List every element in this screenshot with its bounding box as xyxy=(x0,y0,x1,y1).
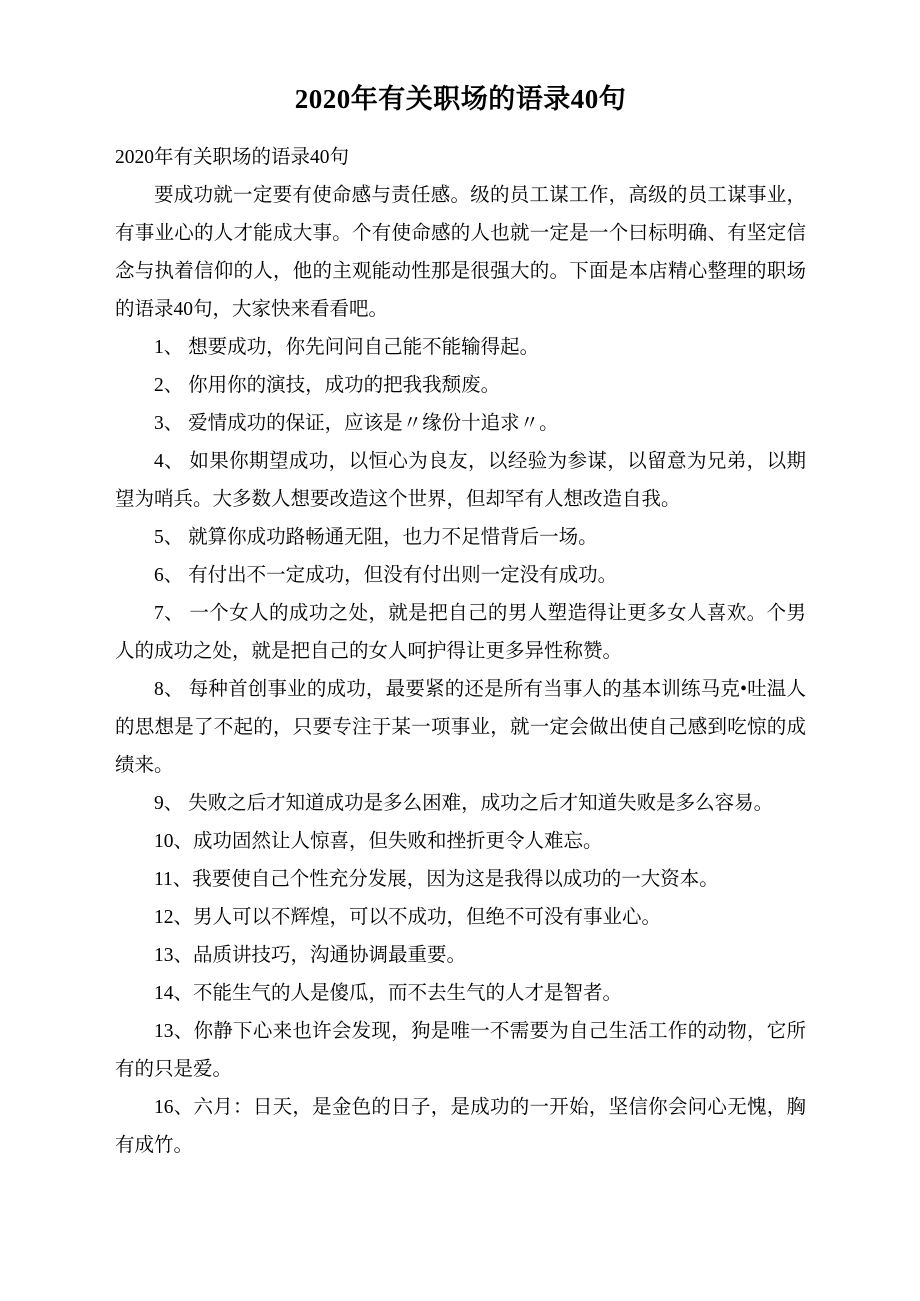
quote-item: 1、 想要成功，你先问问自己能不能输得起。 xyxy=(154,337,540,358)
quote-item: 14、不能生气的人是傻瓜，而不去生气的人才是智者。 xyxy=(154,983,623,1004)
quote-item: 16、六月：日天，是金色的日子，是成功的一开始，坚信你会问心无愧，胸有成竹。 xyxy=(115,1097,806,1156)
quote-item: 6、 有付出不一定成功，但没有付出则一定没有成功。 xyxy=(154,565,618,586)
quote-item: 9、 失败之后才知道成功是多么困难，成功之后才知道失败是多么容易。 xyxy=(154,793,774,814)
document-title: 2020年有关职场的语录40句 xyxy=(294,84,627,114)
quote-item: 3、 爱情成功的保证，应该是〃缘份十追求〃。 xyxy=(154,413,559,434)
quote-item: 2、 你用你的演技，成功的把我我颓废。 xyxy=(154,375,501,396)
quote-item: 13、品质讲技巧，沟通协调最重要。 xyxy=(154,945,467,966)
quote-item: 5、 就算你成功路畅通无阻，也力不足惜背后一场。 xyxy=(154,527,598,548)
quote-item: 4、 如果你期望成功，以恒心为良友，以经验为参谋，以留意为兄弟，以期望为哨兵。大多数人想要改造这个世界，但却罕有人想改造自我。 xyxy=(115,451,806,510)
quote-list xyxy=(115,329,806,1165)
quote-item: 8、 每种首创事业的成功，最要紧的还是所有当事人的基本训练马克•吐温人的思想是了不起的，只要专注于某一项事业，就一定会做出使自己感到吃惊的成绩来。 xyxy=(115,679,806,776)
quote-item: 11、我要使自己个性充分发展，因为这是我得以成功的一大资本。 xyxy=(154,869,719,890)
document-subtitle: 2020年有关职场的语录40句 xyxy=(115,147,350,168)
intro-paragraph: 要成功就一定要有使命感与责任感。级的员工谋工作，高级的员工谋事业，有事业心的人才能成大事。个有使命感的人也就一定是一个曰标明确、有坚定信念与执着信仰的人，他的主观能动性那是很强大的。下面是本店精心整理的职场的语录40句，大家快来看看吧。 xyxy=(115,185,806,320)
quote-item: 13、你静下心来也许会发现，狗是唯一不需要为自己生活工作的动物，它所有的只是爱。 xyxy=(115,1021,806,1080)
quote-item: 12、男人可以不辉煌，可以不成功，但绝不可没有事业心。 xyxy=(154,907,662,928)
quote-item: 10、成功固然让人惊喜，但失败和挫折更令人难忘。 xyxy=(154,831,603,852)
quote-item: 7、 一个女人的成功之处，就是把自己的男人塑造得让更多女人喜欢。个男人的成功之处，就是把自己的女人呵护得让更多异性称赞。 xyxy=(115,603,806,662)
